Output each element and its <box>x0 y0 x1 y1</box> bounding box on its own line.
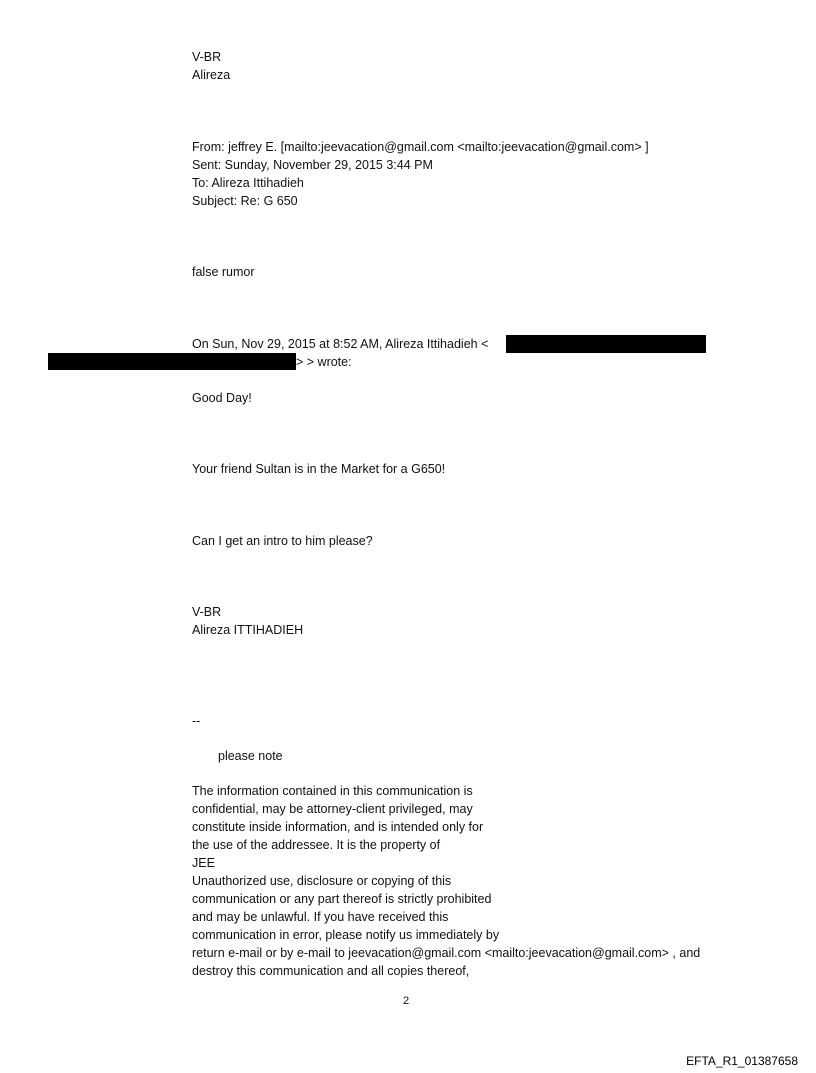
from-header: From: jeffrey E. [mailto:jeevacation@gmail.com <mailto:jeevacation@gmail.com> ] <box>192 140 649 154</box>
quoted-signature-1: V-BR <box>192 605 222 619</box>
disclaimer-line: communication or any part thereof is strictly prohibited <box>192 892 492 906</box>
page-number: 2 <box>403 995 410 1007</box>
disclaimer-note: please note <box>218 749 283 763</box>
signature-line-2: Alireza <box>192 68 231 82</box>
subject-header: Subject: Re: G 650 <box>192 194 298 208</box>
disclaimer-line: return e-mail or by e-mail to jeevacation@gmail.com <mailto:jeevacation@gmail.com> , and <box>192 946 701 960</box>
quoted-line-1: Your friend Sultan is in the Market for a G650! <box>192 462 446 476</box>
disclaimer-line: confidential, may be attorney-client privileged, may <box>192 802 473 816</box>
signature-line-1: V-BR <box>192 50 222 64</box>
disclaimer-line: The information contained in this communication is <box>192 784 473 798</box>
signature-separator: -- <box>192 714 201 728</box>
redaction-block <box>506 335 706 353</box>
quoted-signature-2: Alireza ITTIHADIEH <box>192 623 304 637</box>
document-id: EFTA_R1_01387658 <box>686 1054 798 1068</box>
quoted-line-2: Can I get an intro to him please? <box>192 534 373 548</box>
quoted-intro: On Sun, Nov 29, 2015 at 8:52 AM, Alireza Ittihadieh < <box>192 337 489 351</box>
disclaimer-line: the use of the addressee. It is the property of <box>192 838 441 852</box>
quoted-greeting: Good Day! <box>192 391 252 405</box>
disclaimer-line: Unauthorized use, disclosure or copying of this <box>192 874 452 888</box>
disclaimer-line: communication in error, please notify us immediately by <box>192 928 500 942</box>
disclaimer-line: destroy this communication and all copies thereof, <box>192 964 470 978</box>
disclaimer-line: and may be unlawful. If you have received this <box>192 910 449 924</box>
quoted-intro-end: > > wrote: <box>296 355 352 369</box>
disclaimer-line: constitute inside information, and is intended only for <box>192 820 484 834</box>
reply-body: false rumor <box>192 265 255 279</box>
sent-header: Sent: Sunday, November 29, 2015 3:44 PM <box>192 158 433 172</box>
redaction-block <box>48 353 296 370</box>
disclaimer-line: JEE <box>192 856 215 870</box>
to-header: To: Alireza Ittihadieh <box>192 176 304 190</box>
